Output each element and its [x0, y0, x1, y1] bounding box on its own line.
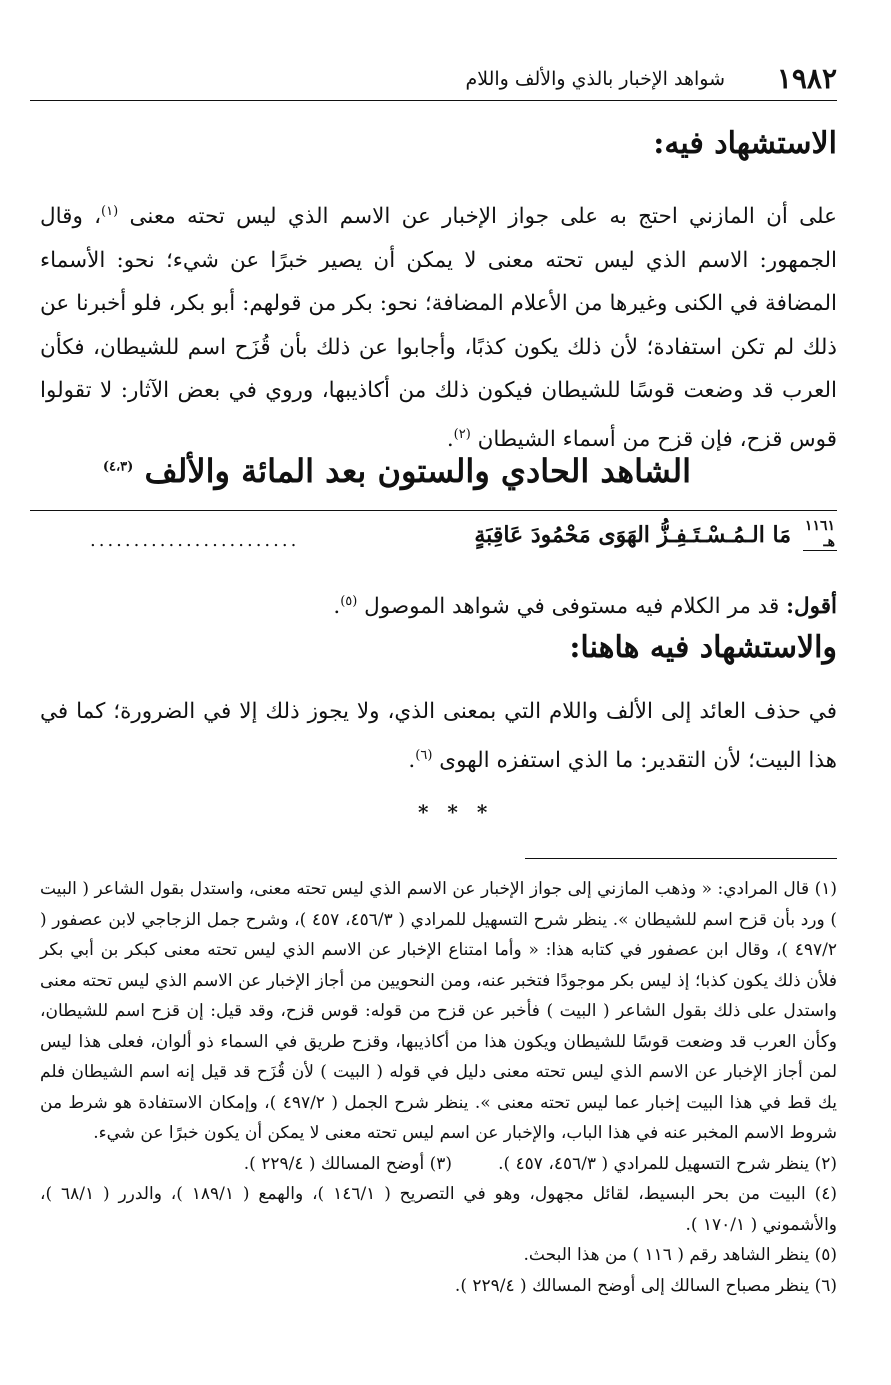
running-title: شواهد الإخبار بالذي والألف واللام [465, 68, 725, 90]
paragraph-text: قد مر الكلام فيه مستوفى في شواهد الموصول [364, 594, 787, 620]
paragraph-text: على أن المازني احتج به على جواز الإخبار عن الاسم الذي ليس تحته معنى [129, 204, 837, 230]
footnote-ref: (٥) [340, 594, 358, 609]
separator-stars: * * * [418, 800, 494, 824]
footnote-rule [525, 858, 837, 859]
footnotes-list [40, 874, 837, 1301]
footnote-ref: (١) [101, 204, 119, 219]
page-header [30, 62, 837, 101]
verse-top-rule [30, 510, 837, 511]
footnote-6: (٦) ينظر مصباح السالك إلى أوضح المسالك ( ٢٢٩/٤ ). [454, 1275, 837, 1296]
section-heading-istishhad: الاستشهاد فيه: [653, 126, 837, 161]
footnote-3: (٣) أوضح المسالك ( ٢٢٩/٤ ). [243, 1153, 453, 1174]
witness-title-text: الشاهد الحادي والستون بعد المائة والألف [144, 452, 691, 490]
footnote-ref: (٢) [453, 426, 471, 442]
verse-number-value: ١١٦١ [804, 518, 835, 534]
paragraph-aqulu [40, 580, 837, 629]
lead-word: أقول: [786, 594, 837, 620]
paragraph-istishhad [40, 190, 837, 461]
section-heading-hahuna: والاستشهاد فيه هاهنا: [569, 630, 837, 665]
verse-dots: ........................ [90, 530, 300, 551]
footnote-1: (١) قال المرادي: « وذهب المازني إلى جواز الإخبار عن الاسم الذي ليس تحته معنى، واستدل بقول الشاعر ( البيت ) ورد بأن قزح اسم للشيطان ». ينظر شرح التسهيل للمرادي ( ٤٥٦/٣، ٤٥٧ )، وشرح جمل الزجاجي لابن عصفور ( ٤٩٧/٢ )، وقال ابن عصفور في كتابه هذا: « وأما امتناع الإخبار عن الاسم الذي ليس تحته معنى كبكر بن أبي بكر فلأن ذلك يكون كذبا؛ إذ ليس بكر موجودًا فتخبر عنه، ومن النحويين من أجاز الإخبار عن الاسم الذي ليس تحته معنى واستدل على ذلك بقول الشاعر ( البيت ) فأخبر عن قزح من قوله: قوس قزح، وقد قيل: إن قزح اسم للشيطان، وكأن العرب قد وضعت قوسًا للشيطان ويكون هذا من أكاذيبها، وقزح طريق في السماء ذو ألوان، فعلى هذا ليس لمن أجاز الإخبار عن الاسم الذي ليس تحته معنى دليل في قوله ( البيت ) لأن قُزَح قد قيل إنه اسم الشيطان فلم يك قط في هذا البيت إخبار عما ليس تحته معنى ». ينظر شرح الجمل ( ٤٩٧/٢ )، وإمكان الاستفادة هو شرط من شروط الاسم المخبر عنه في هذا الباب، والإخبار عن اسم ليس تحته معنى لا يمكن أن يكون خبرًا عن شيء. [40, 879, 838, 1143]
paragraph-text: في حذف العائد إلى الألف واللام التي بمعنى الذي، ولا يجوز ذلك إلا في الضرورة؛ كما في هذا البيت؛ لأن التقدير: ما الذي استفزه الهوى [40, 699, 837, 773]
footnote-2: (٢) ينظر شرح التسهيل للمرادي ( ٤٥٦/٣، ٤٥٧ ). [498, 1153, 837, 1174]
paragraph-end: . [408, 747, 416, 773]
paragraph-text: ، وقال الجمهور: الاسم الذي ليس تحته معنى لا يمكن أن يصير خبرًا عن شيء؛ نحو: الأسماء المضافة في الكنى وغيرها من الأعلام المضافة؛ نحو: بكر من قولهم: أبو بكر، فلو أخبرنا عن ذلك لم تكن استفادة؛ لأن ذلك يكون كذبًا، وأجابوا عن ذلك بأن قُزَح اسم للشيطان، فكأن العرب قد وضعت قوسًا للشيطان فيكون ذلك من أكاذيبها، وروي في بعض الآثار: لا تقولوا قوس قزح، فإن قزح من أسماء الشيطان [40, 204, 837, 452]
page-number: ١٩٨٢ [776, 62, 837, 95]
paragraph-hadhf [40, 690, 837, 782]
footnote-4: (٤) البيت من بحر البسيط، لقائل مجهول، وهو في التصريح ( ١٤٦/١ )، والهمع ( ١٨٩/١ )، والدرر ( ٦٨/١ )، والأشموني ( ١٧٠/١ ). [40, 1184, 837, 1235]
witness-title [103, 452, 691, 490]
footnote-5: (٥) ينظر الشاهد رقم ( ١١٦ ) من هذا البحث. [523, 1245, 837, 1265]
paragraph-end: . [333, 594, 341, 620]
verse-marker: هـ [823, 534, 835, 550]
verse-text: مَا الـمُـسْـتَـفِـزُّ الهَوَى مَحْمُودَ عَاقِبَةٍ [474, 522, 791, 548]
paragraph-end: . [446, 426, 454, 452]
footnote-ref: (٦) [415, 747, 433, 763]
verse-row [30, 520, 837, 560]
footnote-row-2-3 [40, 1149, 837, 1180]
footnote-ref: (٤،٣) [102, 459, 134, 475]
verse-number [803, 518, 837, 551]
